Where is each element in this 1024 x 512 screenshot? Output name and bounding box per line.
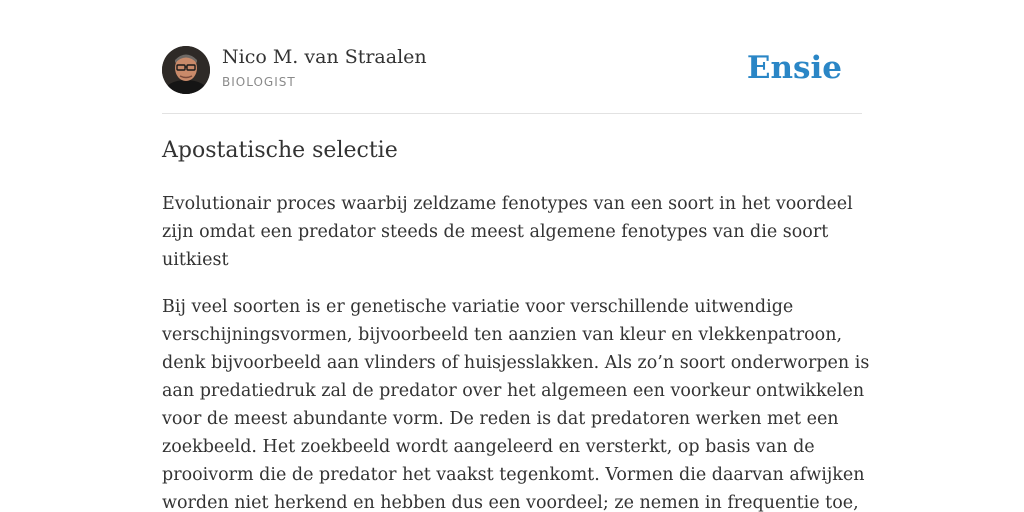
body-line: aan predatiedruk zal de predator over het algemeen een voorkeur ontwikkelen (162, 381, 865, 401)
definition-line: Evolutionair proces waarbij zeldzame fenotypes van een soort in het voordeel (162, 194, 853, 214)
article-body (162, 293, 870, 512)
definition (162, 190, 862, 274)
definition-line: zijn omdat een predator steeds de meest algemene fenotypes van die soort (162, 222, 829, 242)
body-line: prooivorm die de predator het vaakst tegenkomt. Vormen die daarvan afwijken (162, 465, 865, 485)
body-line: zoekbeeld. Het zoekbeeld wordt aangeleerd en versterkt, op basis van de (162, 437, 815, 457)
author-header (162, 46, 862, 96)
definition-line: uitkiest (162, 250, 229, 270)
body-line: worden niet herkend en hebben dus een voordeel; ze nemen in frequentie toe, (162, 493, 859, 512)
avatar[interactable] (162, 46, 210, 94)
author-role: BIOLOGIST (222, 75, 296, 89)
body-line: verschijningsvormen, bijvoorbeeld ten aanzien van kleur en vlekkenpatroon, (162, 325, 843, 345)
body-line: Bij veel soorten is er genetische variatie voor verschillende uitwendige (162, 297, 794, 317)
body-line: denk bijvoorbeeld aan vlinders of huisjesslakken. Als zo’n soort onderworpen is (162, 353, 870, 373)
body-line: voor de meest abundante vorm. De reden is dat predatoren werken met een (162, 409, 839, 429)
author-name[interactable]: Nico M. van Straalen (222, 46, 427, 68)
person-portrait-icon (162, 46, 210, 94)
page-title: Apostatische selectie (162, 138, 398, 163)
brand-logo[interactable]: Ensie (746, 50, 842, 86)
divider (162, 113, 862, 114)
